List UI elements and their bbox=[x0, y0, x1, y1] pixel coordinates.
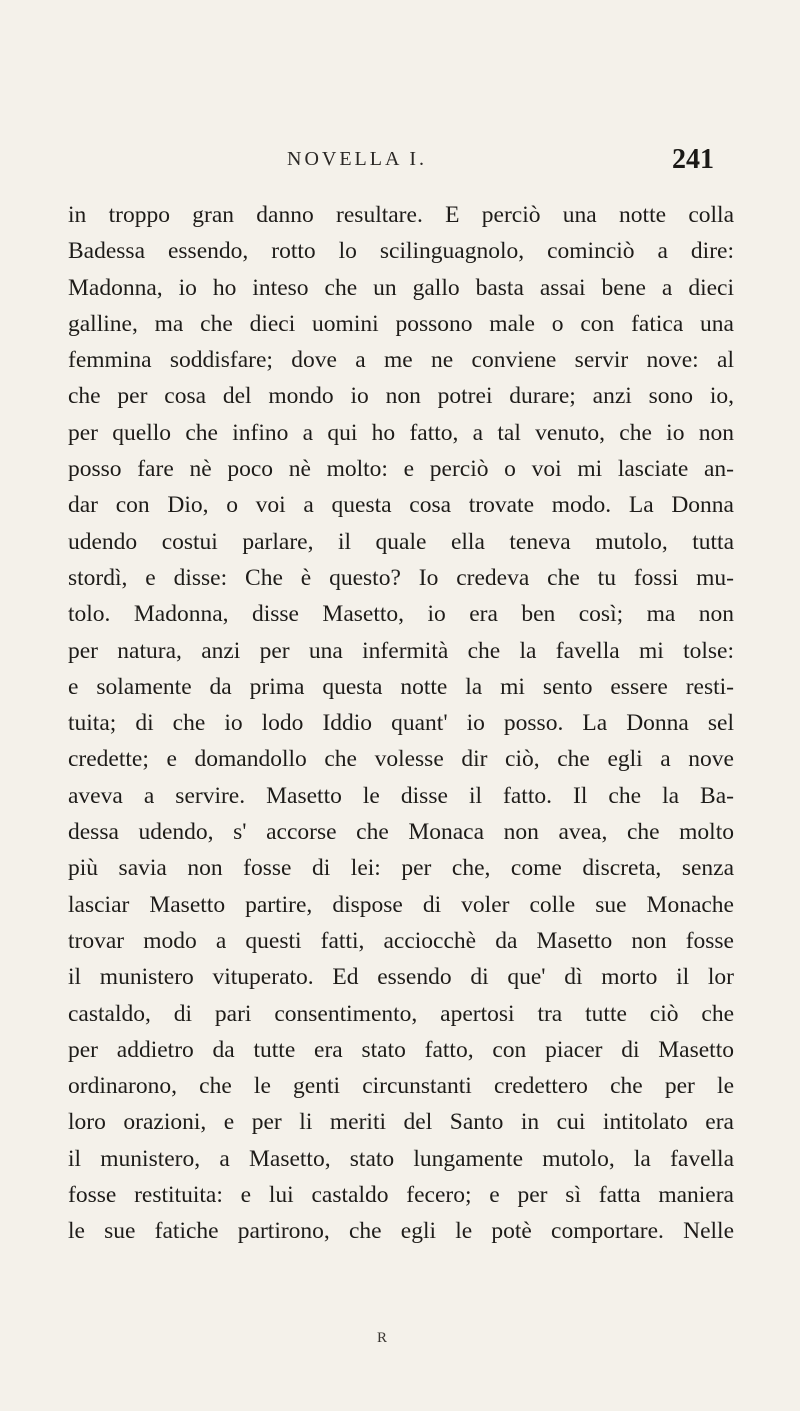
text-line: credette; e domandollo che volesse dir ciò, che egli a nove bbox=[68, 746, 734, 773]
running-head bbox=[0, 144, 800, 178]
text-line: galline, ma che dieci uomini possono male o con fatica una bbox=[68, 310, 734, 337]
text-line: lasciar Masetto partire, dispose di voler colle sue Monache bbox=[68, 891, 734, 918]
text-line: posso fare nè poco nè molto: e perciò o voi mi lasciate an- bbox=[68, 456, 734, 483]
text-line: per addietro da tutte era stato fatto, con piacer di Masetto bbox=[68, 1036, 734, 1063]
text-line: castaldo, di pari consentimento, apertosi tra tutte ciò che bbox=[68, 1000, 734, 1027]
text-line: dessa udendo, s' accorse che Monaca non avea, che molto bbox=[68, 819, 734, 846]
text-line: Madonna, io ho inteso che un gallo basta assai bene a dieci bbox=[68, 274, 734, 301]
text-line: fosse restituita: e lui castaldo fecero; e per sì fatta maniera bbox=[68, 1182, 734, 1209]
text-line: Badessa essendo, rotto lo scilinguagnolo, cominciò a dire: bbox=[68, 238, 734, 265]
text-line: per quello che infino a qui ho fatto, a tal venuto, che io non bbox=[68, 419, 734, 446]
signature-mark: R bbox=[377, 1330, 388, 1346]
text-line: stordì, e disse: Che è questo? Io credeva che tu fossi mu- bbox=[68, 564, 734, 591]
text-line: che per cosa del mondo io non potrei durare; anzi sono io, bbox=[68, 383, 734, 410]
text-line: il munistero, a Masetto, stato lungamente mutolo, la favella bbox=[68, 1145, 734, 1172]
body-text bbox=[68, 197, 734, 1250]
running-title: NOVELLA I. bbox=[287, 148, 427, 170]
text-line: il munistero vituperato. Ed essendo di que' dì morto il lor bbox=[68, 964, 734, 991]
page-number: 241 bbox=[672, 144, 714, 175]
text-line: le sue fatiche partirono, che egli le potè comportare. Nelle bbox=[68, 1218, 734, 1245]
text-line: udendo costui parlare, il quale ella teneva mutolo, tutta bbox=[68, 528, 734, 555]
text-line: più savia non fosse di lei: per che, come discreta, senza bbox=[68, 855, 734, 882]
text-line: aveva a servire. Masetto le disse il fatto. Il che la Ba- bbox=[68, 782, 734, 809]
text-line: e solamente da prima questa notte la mi sento essere resti- bbox=[68, 673, 734, 700]
text-line: femmina soddisfare; dove a me ne conviene servir nove: al bbox=[68, 347, 734, 374]
text-line: ordinarono, che le genti circunstanti credettero che per le bbox=[68, 1073, 734, 1100]
text-line: per natura, anzi per una infermità che la favella mi tolse: bbox=[68, 637, 734, 664]
text-line: tuita; di che io lodo Iddio quant' io posso. La Donna sel bbox=[68, 710, 734, 737]
text-line: loro orazioni, e per li meriti del Santo in cui intitolato era bbox=[68, 1109, 734, 1136]
text-line: dar con Dio, o voi a questa cosa trovate modo. La Donna bbox=[68, 492, 734, 519]
text-line: in troppo gran danno resultare. E perciò una notte colla bbox=[68, 202, 734, 228]
text-line: trovar modo a questi fatti, acciocchè da Masetto non fosse bbox=[68, 927, 734, 954]
text-line: tolo. Madonna, disse Masetto, io era ben così; ma non bbox=[68, 601, 734, 628]
